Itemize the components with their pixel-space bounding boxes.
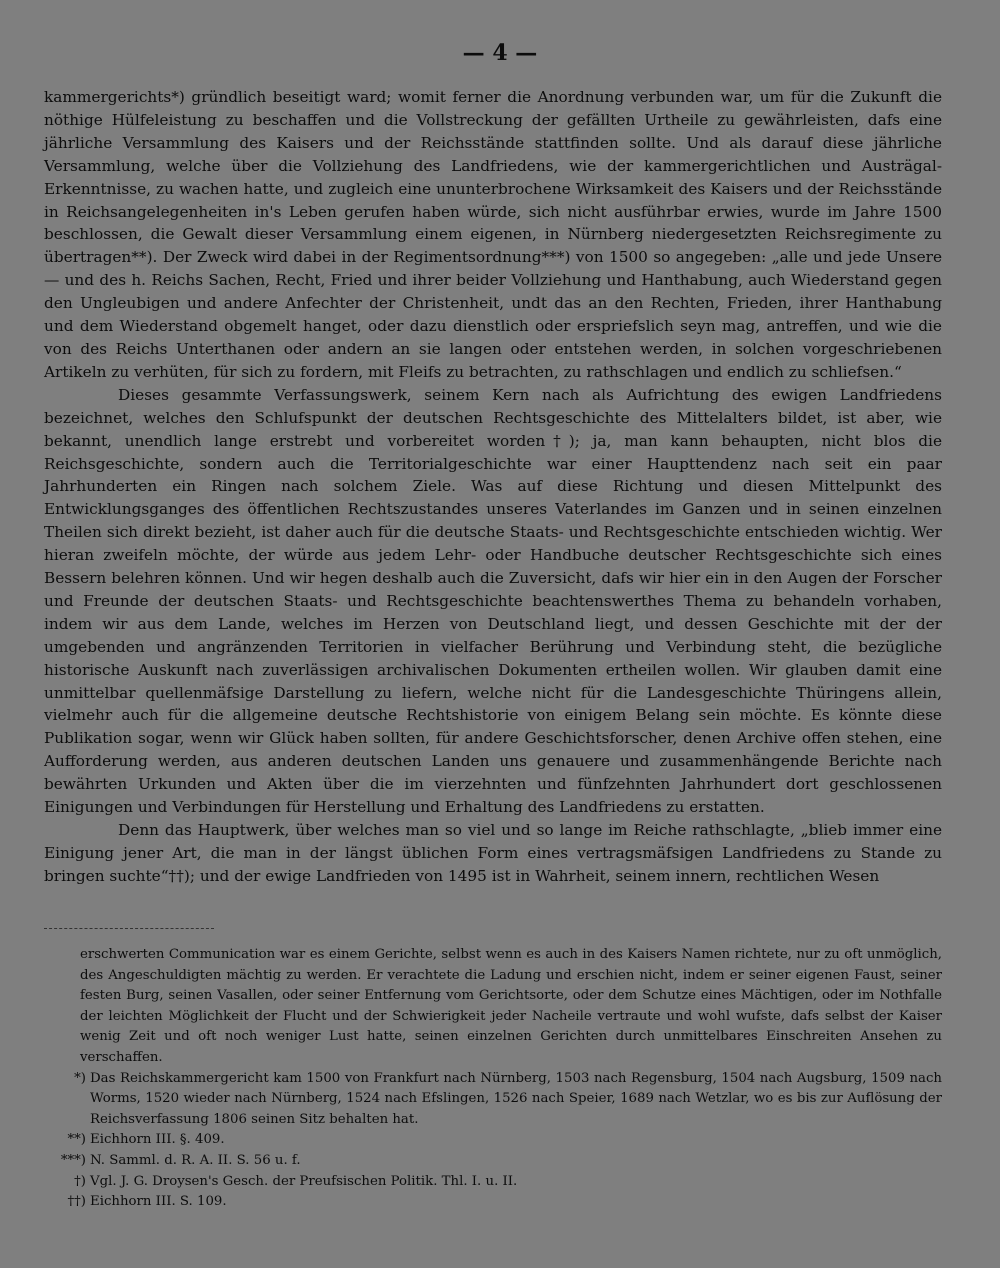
footnote: [44, 1069, 942, 1131]
footnote-text: N. Samml. d. R. A. II. S. 56 u. f.: [90, 1152, 301, 1168]
footnote-text: Das Reichskammergericht kam 1500 von Frankfurt nach Nürnberg, 1503 nach Regensburg, 1504 nach Augsburg, 1509 nach Worms, 1520 wieder nach Nürnberg, 1524 nach Efslingen, 1526 nach Speier, 1689 nach Wetzlar, wo es bis zur Auflösung der Reichsverfassung 1806 seinen Sitz behalten hat.: [90, 1070, 942, 1127]
footnote-mark: ***): [60, 1152, 86, 1168]
footnote: [44, 1130, 942, 1151]
paragraph: Denn das Hauptwerk, über welches man so viel und so lange im Reiche rathschlagte, „blieb immer eine Einigung jener Art, die man in der längst üblichen Form eines vertragsmäfsigen Landfriedens zu Stande zu bringen suchte“††); und der ewige Landfrieden von 1495 ist in Wahrheit, seinem innern, rechtlichen Wesen: [44, 821, 942, 885]
main-text: [44, 86, 942, 888]
footnote: [44, 1151, 942, 1172]
paragraph: Dieses gesammte Verfassungswerk, seinem Kern nach als Aufrichtung des ewigen Landfriedens bezeichnet, welches den Schlufspunkt der deutschen Rechtsgeschichte des Mittelalters bildet, ist aber, wie bekannt, unendlich lange erstrebt und vorbereitet worden†); ja, man kann behaupten, nicht blos die Reichsgeschichte, sondern auch die Territorialgeschichte war einer Haupttendenz nach seit ein paar Jahrhunderten ein Ringen nach solchem Ziele. Was auf diese Richtung und diesen Mittelpunkt des Entwicklungsganges des öffentlichen Rechtszustandes unseres Vaterlandes im Ganzen und in seinen einzelnen Theilen sich direkt bezieht, ist daher auch für die deutsche Staats- und Rechtsgeschichte entschieden wichtig. Wer hieran zweifeln möchte, der würde aus jedem Lehr- oder Handbuche deutscher Rechtsgeschichte sich eines Bessern belehren können. Und wir hegen deshalb auch die Zuversicht, dafs wir hier ein in den Augen der Forscher und Freunde der deutschen Staats- und Rechtsgeschichte beachtenswerthes Thema zu behandeln vorhaben, indem wir aus dem Lande, welches im Herzen von Deutschland liegt, und dessen Geschichte mit der der umgebenden und angränzenden Territorien in vielfacher Berührung und Verbindung steht, die bezügliche historische Auskunft nach zuverlässigen archivalischen Dokumenten ertheilen wollen. Wir glauben damit eine unmittelbar quellenmäfsige Darstellung zu liefern, welche nicht für die Landesgeschichte Thüringens allein, vielmehr auch für die allgemeine deutsche Rechtshistorie von einigem Belang sein möchte. Es könnte diese Publikation sogar, wenn wir Glück haben sollten, für andere Geschichtsforscher, denen Archive offen stehen, eine Aufforderung werden, aus anderen deutschen Landen uns genauere und zusammenhängende Berichte nach bewährten Urkunden und Akten über die im vierzehnten und fünfzehnten Jahrhundert dort geschlossenen Einigungen und Verbindungen für Herstellung und Erhaltung des Landfriedens zu erstatten.: [44, 385, 942, 817]
footnote-text: Eichhorn III. S. 109.: [90, 1194, 227, 1210]
footnote-text: Vgl. J. G. Droysen's Gesch. der Preufsischen Politik. Thl. I. u. II.: [90, 1173, 518, 1189]
footnote-mark: *): [74, 1070, 86, 1086]
footnote: [44, 1172, 942, 1193]
footnote-continuation: erschwerten Communication war es einem Gerichte, selbst wenn es auch in des Kaisers Namen richtete, nur zu oft unmöglich, des Angeschuldigten mächtig zu werden. Er verachtete die Ladung und erschien nicht, indem er seiner eigenen Faust, seiner festen Burg, seinen Vasallen, oder seiner Entfernung vom Gerichtsorte, oder dem Schutze eines Mächtigen, oder im Nothfalle der leichten Möglichkeit der Flucht und der Schwierigkeit jeder Nacheile vertraute und wohl wufste, dafs selbst der Kaiser wenig Zeit und oft noch weniger Lust hatte, seinen einzelnen Gerichten durch unmittelbares Einschreiten Ansehen zu verschaffen.: [80, 947, 942, 1065]
footnote-mark: **): [67, 1132, 86, 1148]
footnote-mark: †): [74, 1173, 86, 1189]
paragraph: kammergerichts*) gründlich beseitigt ward; womit ferner die Anordnung verbunden war, um für die Zukunft die nöthige Hülfeleistung zu beschaffen und die Vollstreckung der gefällten Urtheile zu gewährleisten, dafs eine jährliche Versammlung des Kaisers und der Reichsstände stattfinden sollte. Und als darauf diese jährliche Versammlung, welche über die Vollziehung des Landfriedens, wie der kammergerichtlichen und Austrägal-Erkenntnisse, zu wachen hatte, und zugleich eine ununterbrochene Wirksamkeit des Kaisers und der Reichsstände in Reichsangelegenheiten in's Leben gerufen haben würde, sich nicht ausführbar erwies, wurde im Jahre 1500 beschlossen, die Gewalt dieser Versammlung einem eigenen, in Nürnberg niedergesetzten Reichsregimente zu übertragen**). Der Zweck wird dabei in der Regimentsordnung***) von 1500 so angegeben: „alle und jede Unsere — und des h. Reichs Sachen, Recht, Fried und ihrer beider Vollziehung und Hanthabung, auch Wiederstand gegen den Ungleubigen und andere Anfechter der Christenheit, undt das an den Rechten, Frieden, ihrer Hanthabung und dem Wiederstand obgemelt hanget, oder dazu dienstlich oder erspriefslich seyn mag, antreffen, und wie die von des Reichs Unterthanen oder andern an sie langen oder entstehen werden, in solchen vorgeschriebenen Artikeln zu verhüten, für sich zu fordern, mit Fleifs zu betrachten, zu rathschlagen und endlich zu schliefsen.“: [44, 88, 942, 381]
footnote-mark: ††): [67, 1194, 86, 1210]
footnote-text: Eichhorn III. §. 409.: [90, 1132, 225, 1148]
page-number: — 4 —: [462, 40, 538, 66]
footnote: [44, 1192, 942, 1213]
footnotes: [44, 945, 942, 1213]
footnote-separator: [44, 928, 214, 929]
